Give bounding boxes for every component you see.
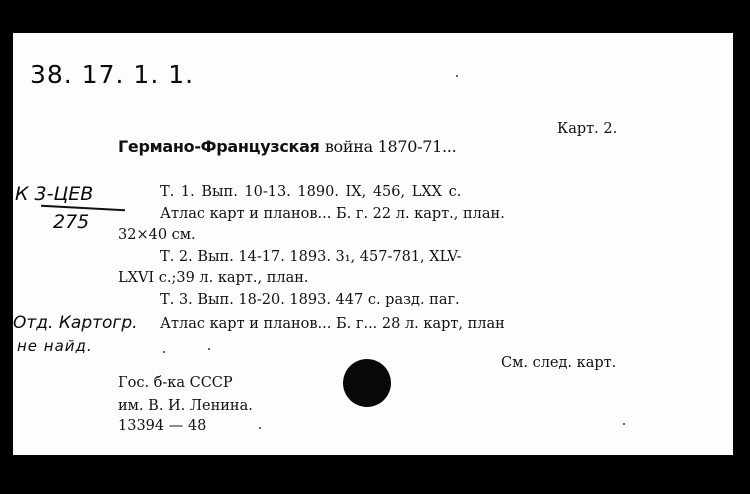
- speck: [163, 351, 165, 353]
- speck: [208, 348, 210, 350]
- volume-line-1: Т. 1. Вып. 10-13. 1890. IX, 456, LXX с.: [160, 184, 462, 200]
- call-number: 38. 17. 1. 1.: [30, 60, 195, 89]
- atlas-line-1: Атлас карт и планов... Б. г. 22 л. карт., план.: [160, 206, 505, 222]
- library-line-1: Гос. б-ка СССР: [118, 375, 233, 391]
- volume-line-3: Т. 3. Вып. 18-20. 1893. 447 с. разд. паг.: [160, 292, 460, 308]
- library-line-3: 13394 — 48: [118, 418, 207, 434]
- atlas-line-3: Атлас карт и планов... Б. г... 28 л. карт, план: [160, 316, 505, 332]
- punch-hole: [343, 359, 391, 407]
- catalog-card: [13, 33, 733, 455]
- speck: [456, 75, 458, 77]
- size-line: 32×40 см.: [118, 227, 196, 243]
- speck: [623, 423, 625, 425]
- title-rest: война 1870-71...: [324, 137, 457, 156]
- margin-note-shelfmark: К 3-ЦЕВ: [15, 183, 94, 205]
- pagination-line-2: LXVI с.;39 л. карт., план.: [118, 270, 309, 286]
- speck: [259, 427, 261, 429]
- see-next-card: См. след. карт.: [501, 355, 617, 371]
- library-line-2: им. В. И. Ленина.: [118, 398, 253, 414]
- margin-note-department: Отд. Картогр.: [13, 313, 138, 333]
- card-title: [118, 139, 456, 155]
- margin-note-shelfmark-number: 275: [53, 211, 90, 233]
- volume-line-2: Т. 2. Вып. 14-17. 1893. 3₁, 457-781, XLV-: [160, 249, 462, 265]
- card-number: Карт. 2.: [557, 121, 618, 137]
- margin-note-not-found: не найд.: [17, 337, 93, 355]
- title-bold: Германо-Французская: [118, 137, 320, 156]
